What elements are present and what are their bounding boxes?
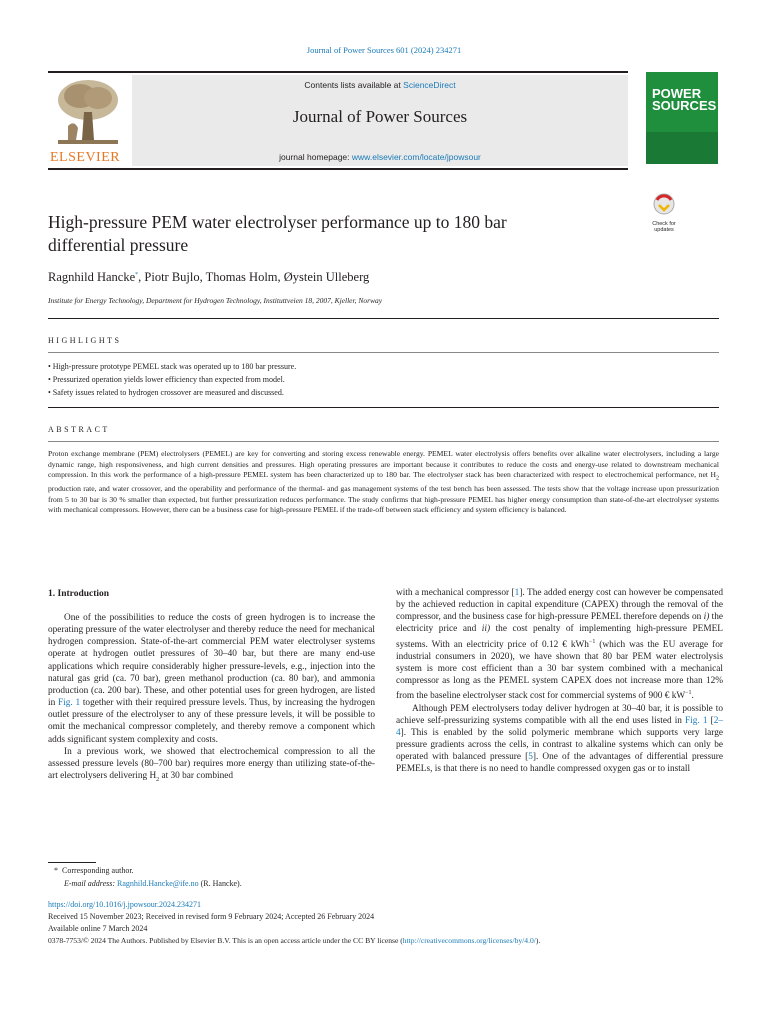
section-heading-introduction: 1. Introduction [48, 589, 110, 599]
abstract-text [48, 449, 719, 516]
email-name: (R. Hancke). [200, 879, 242, 888]
text-run: (which was the EU average for industrial consumers in 2020), we have shown that 80 bar PEM water electrolysis system is more cost efficient than a 30 bar system combined with a mechanical compressor as long as the PEMEL system CAPEX does not increase more than 12% from the baseline electrolyser stack cost for commercial systems of 900 € kW [396, 639, 723, 702]
author-list: Ragnhild Hancke*, Piotr Bujlo, Thomas Holm, Øystein Ulleberg [48, 270, 370, 284]
email-label: E-mail address: [64, 879, 116, 888]
citation-link[interactable]: 1 [514, 588, 520, 598]
email-link[interactable]: Ragnhild.Hancke@ife.no [117, 879, 199, 888]
text-run: ]. One of the advantages of differential pressure PEMELs, is that there is no need to handle compressed oxygen gas or to install [396, 752, 723, 775]
corresponding-text: Corresponding author. [62, 866, 134, 875]
body-column-right [396, 587, 723, 776]
journal-reference[interactable]: Journal of Power Sources 601 (2024) 234271 [306, 45, 462, 55]
article-title [48, 211, 608, 257]
text-run: In a previous work, we showed that electrochemical compression to all the assessed pressure levels (80–700 bar) requires more energy than utilizing state-of-the-art electrolysers delivering H [48, 746, 375, 782]
cover-line1: POWER [652, 86, 702, 101]
text-run: the cost penalty of implementing high-pressure PEMEL systems. With an electricity price of 0.12 € kWh [396, 624, 723, 650]
paragraph [396, 587, 723, 703]
highlights-heading: HIGHLIGHTS [48, 336, 122, 345]
author-4[interactable]: Øystein Ulleberg [283, 270, 370, 284]
email-line [64, 879, 242, 888]
homepage-prefix: journal homepage: [279, 152, 350, 162]
author-1-mark[interactable]: * [135, 271, 139, 278]
highlight-item-1: • High-pressure prototype PEMEL stack was operated up to 180 bar pressure. [48, 362, 297, 371]
abstract-heading: ABSTRACT [48, 425, 110, 434]
affiliation: Institute for Energy Technology, Department for Hydrogen Technology, Instituttveien 18, 2007, Kjeller, Norway [48, 296, 383, 305]
italic-run: ii) [481, 624, 491, 635]
superscript: −1 [588, 638, 596, 645]
cover-title [652, 88, 716, 112]
elsevier-wordmark: ELSEVIER [50, 150, 121, 165]
check-for-updates-badge[interactable] [646, 192, 682, 232]
journal-cover[interactable] [646, 72, 718, 164]
corresponding-note [54, 866, 134, 875]
italic-run: i) [703, 612, 710, 623]
cover-strip [646, 132, 718, 164]
text-run: [ [707, 715, 714, 726]
text-run: . [691, 691, 694, 702]
homepage-link[interactable]: www.elsevier.com/locate/jpowsour [351, 152, 481, 162]
text-run: the electricity price and [396, 612, 724, 635]
superscript: −1 [685, 690, 692, 697]
sciencedirect-link[interactable]: ScienceDirect [403, 80, 456, 90]
highlights-rule [48, 318, 719, 319]
footnote-rule [48, 862, 96, 863]
title-line2: differential pressure [48, 235, 189, 255]
abstract-rule [48, 407, 719, 408]
license-text-end: ). [535, 936, 541, 945]
title-line1: High-pressure PEM water electrolyser performance up to 180 bar [48, 212, 507, 232]
abstract-subrule [48, 441, 719, 442]
paragraph [48, 746, 375, 786]
text-run: together with their required pressure levels. Thus, by increasing the hydrogen outlet pressure of the electrolyser to any of these pressure levels, it will be possible to omit the mechanical compressor completely, and thereby remove a component which adds significant system complexity and costs. [48, 698, 375, 745]
text-run: ]. The added energy cost can however be compensated by the achieved reduction in capital expenditure (CAPEX) through the removal of the compressor, and the business case for high-pressure PEMEL therefore depends on [396, 588, 723, 623]
doi-link[interactable]: https://doi.org/10.1016/j.jpowsour.2024.234271 [48, 900, 201, 909]
corresponding-mark: * [54, 866, 58, 875]
highlight-item-2: • Pressurized operation yields lower efficiency than expected from model. [48, 375, 285, 384]
highlights-subrule [48, 352, 719, 353]
elsevier-tree-icon [48, 76, 128, 148]
author-2[interactable]: Piotr Bujlo [144, 270, 200, 284]
license-text: 0378-7753/© 2024 The Authors. Published by Elsevier B.V. This is an open access article under the CC BY license ( [48, 936, 403, 945]
license-line [48, 936, 540, 945]
abstract-part1: Proton exchange membrane (PEM) electrolysers (PEMEL) are key for converting and storing excess renewable energy. PEMEL water electrolysis offers benefits over alkaline water electrolysers, including a large dynamic range, high responsiveness, and high current densities and pressures. High operating pressures are important because it contributes to reduce the costs and energy-use related to downstream mechanical compression. In this work the performance of a high-pressure PEMEL system has been characterized up to 180 bar. The electrolyser stack has been characterized with respect to electrochemical performance, net H [48, 449, 719, 480]
author-3[interactable]: Thomas Holm [205, 270, 278, 284]
text-run: ]. This is enabled by the solid polymeric membrane which supports very large pressure gradients across the cells, in contrast to alkaline systems which can only be operated with balanced pressure [ [396, 727, 723, 763]
paragraph [396, 703, 723, 776]
masthead-top-rule [48, 71, 628, 73]
text-run: with a mechanical compressor [ [396, 588, 515, 598]
homepage-line [132, 152, 628, 162]
author-1[interactable]: Ragnhild Hancke [48, 270, 136, 284]
text-run: Although PEM electrolysers today deliver hydrogen at 30–40 bar, it is possible to achieve self-pressurizing systems compatible with all the end uses listed in [396, 703, 723, 726]
received-dates: Received 15 November 2023; Received in revised form 9 February 2024; Accepted 26 February 2024 [48, 912, 375, 921]
text-run: at 30 bar combined [159, 771, 234, 782]
figure-link[interactable]: Fig. 1 [685, 715, 708, 726]
cover-line2: SOURCES [652, 98, 717, 113]
elsevier-logo[interactable] [48, 76, 128, 166]
citation-link[interactable]: 2–4 [396, 715, 723, 738]
contents-prefix: Contents lists available at [304, 80, 401, 90]
highlight-item-3: • Safety issues related to hydrogen crossover are measured and discussed. [48, 388, 284, 397]
subscript: 2 [156, 776, 160, 783]
paragraph [48, 612, 375, 746]
license-link[interactable]: http://creativecommons.org/licenses/by/4.0/ [402, 936, 536, 945]
figure-link[interactable]: Fig. 1 [57, 698, 81, 709]
journal-title[interactable]: Journal of Power Sources [292, 107, 468, 126]
abstract-sub: 2 [716, 475, 719, 482]
check-for-updates-icon [646, 192, 682, 216]
citation-link[interactable]: 5 [528, 752, 533, 763]
text-run: One of the possibilities to reduce the costs of green hydrogen is to increase the operating pressure of the water electrolyser and thereby reduce the need for mechanical hydrogen compression. State-of-the-art commercial PEM water electrolyser systems operate at hydrogen outlet pressures of 30–40 bar, but there are many end-use applications which require considerably higher pressure-levels, e.g., injection into the natural gas grid (ca. 70 bar), green methanol production (ca. 80 bar), and ammonia production (ca. 200 bar). These, and other potential uses for green hydrogen, are listed in [48, 613, 375, 709]
abstract-part2: production rate, and water crossover, and the operability and performance of the thermal- and gas management systems of the test bench has been assessed. The tests show that the voltage increase upon pressurization from 5 to 30 bar is 30 % smaller than expected, but further pressurization reduces performance. The study confirms that high-pressure PEMEL has higher energy consumption than state-of-the-art electrolyser systems with mechanical compressors. However, there can be a business case for high-pressure PEMEL if the trade-off between stack efficiency and system efficiency is balanced. [48, 484, 719, 515]
masthead-bottom-rule [48, 168, 628, 170]
body-column-left [48, 612, 375, 786]
contents-line [132, 80, 628, 90]
check-for-updates-label: Check for updates [652, 221, 676, 233]
available-online: Available online 7 March 2024 [48, 924, 148, 933]
